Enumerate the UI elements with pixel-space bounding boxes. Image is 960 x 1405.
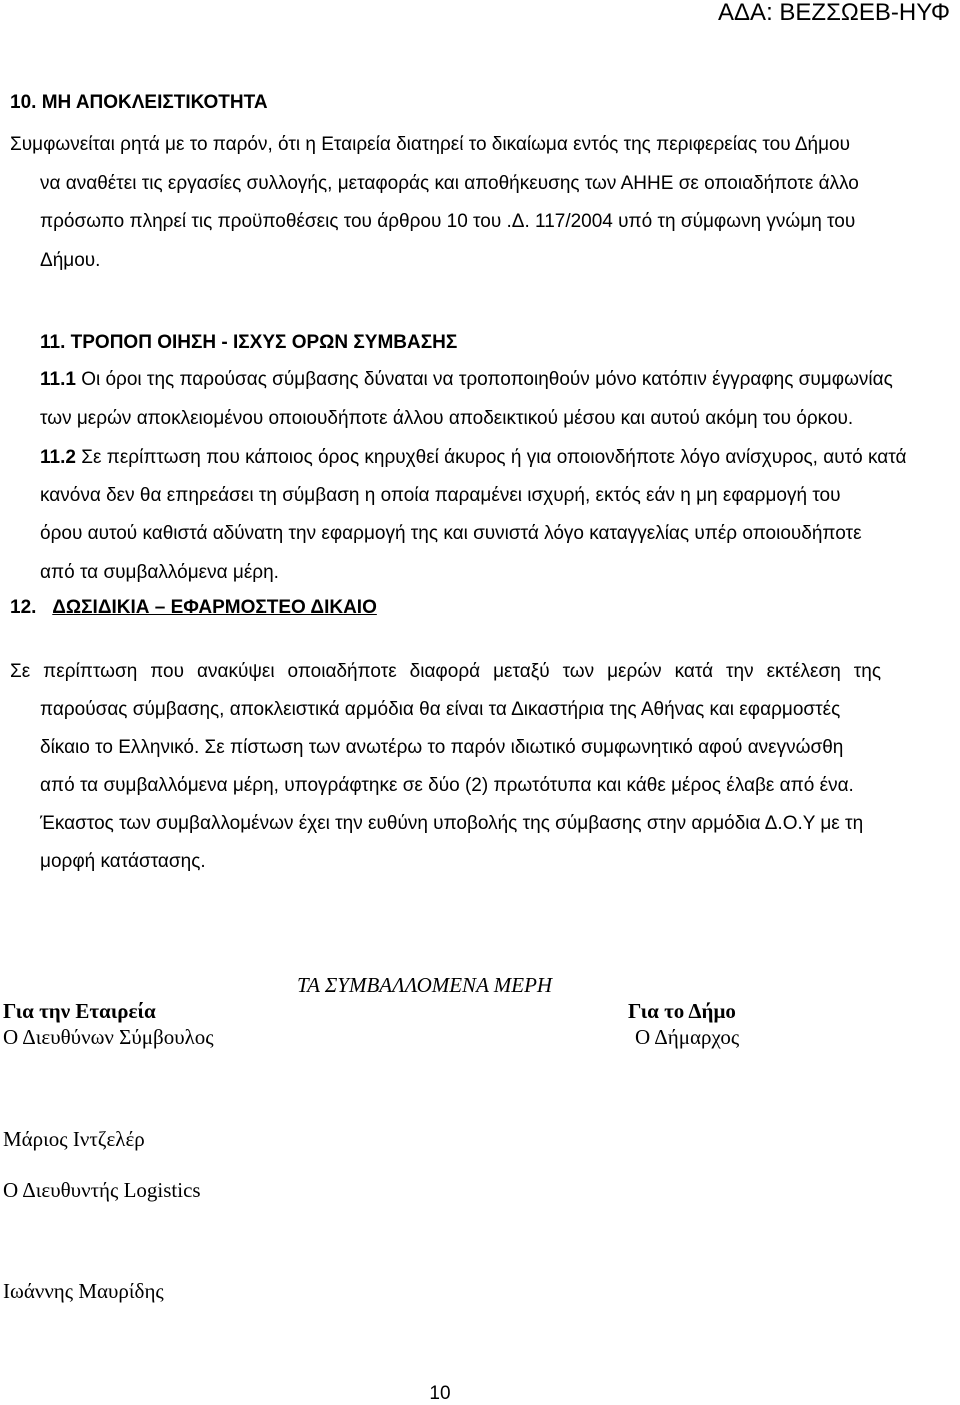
- section-10-line-4: Δήμου.: [40, 250, 101, 271]
- section-10-heading: 10. ΜΗ ΑΠΟΚΛΕΙΣΤΙΚΟΤΗΤΑ: [10, 92, 268, 113]
- signatures-title: ΤΑ ΣΥΜΒΑΛΛΟΜΕΝΑ ΜΕΡΗ: [297, 973, 553, 997]
- section-11-2-line-1: [40, 447, 906, 469]
- section-10-line-3: πρόσωπο πληρεί τις προϋποθέσεις του άρθρου 10 του .Δ. 117/2004 υπό τη σύμφωνη γνώμη του: [40, 211, 856, 232]
- section-11-2-line-3: όρου αυτού καθιστά αδύνατη την εφαρμογή της και συνιστά λόγο καταγγελίας υπέρ οποιουδήποτε: [40, 523, 862, 544]
- municipality-label: Για το Δήμο: [628, 999, 736, 1023]
- section-11-1-line-1: [40, 369, 893, 391]
- section-11-2-line-2: κανόνα δεν θα επηρεάσει τη σύμβαση η οποία παραμένει ισχυρή, εκτός εάν η μη εφαρμογή του: [40, 485, 841, 506]
- section-10-line-2: να αναθέτει τις εργασίες συλλογής, μεταφοράς και αποθήκευσης των ΑΗΗΕ σε οποιαδήποτε άλλο: [40, 173, 859, 194]
- section-12-line-1: Σε περίπτωση που ανακύψει οποιαδήποτε διαφορά μεταξύ των μερών κατά την εκτέλεση της: [10, 661, 881, 682]
- section-10-line-1: Συμφωνείται ρητά με το παρόν, ότι η Εταιρεία διατηρεί το δικαίωμα εντός της περιφερείας του Δήμου: [10, 134, 851, 155]
- company-role: Ο Διευθύνων Σύμβουλος: [3, 1025, 214, 1049]
- section-12-heading-row: [10, 597, 377, 619]
- section-11-2-text: Σε περίπτωση που κάποιος όρος κηρυχθεί άκυρος ή για οποιονδήποτε λόγο ανίσχυρος, αυτό κατά: [75, 447, 907, 468]
- section-12-line-6: μορφή κατάστασης.: [40, 851, 206, 872]
- section-11-1-text: Οι όροι της παρούσας σύμβασης δύναται να τροποποιηθούν μόνο κατόπιν έγγραφης συμφωνίας: [75, 369, 893, 390]
- section-12-line-3: δίκαιο το Ελληνικό. Σε πίστωση των ανωτέρω το παρόν ιδιωτικό συμφωνητικό αφού ανεγνώσθη: [40, 737, 844, 758]
- section-12-heading: ΔΩΣΙΔΙΚΙΑ – ΕΦΑΡΜΟΣΤΕΟ ΔΙΚΑΙΟ: [52, 597, 377, 618]
- page-number: 10: [429, 1383, 451, 1404]
- section-12-line-5: Έκαστος των συμβαλλομένων έχει την ευθύνη υποβολής της σύμβασης στην αρμόδια Δ.Ο.Υ με τη: [40, 813, 864, 834]
- section-11-1-line-2: των μερών αποκλειομένου οποιουδήποτε άλλου αποδεικτικού μέσου και αυτού ακόμη του όρκου.: [40, 408, 854, 429]
- section-11-2-line-4: από τα συμβαλλόμενα μέρη.: [40, 562, 279, 583]
- ada-code: ΑΔΑ: ΒΕΖΣΩΕΒ-ΗΥΦ: [718, 0, 950, 26]
- section-11-2-number: 11.2: [40, 447, 76, 468]
- section-11-heading: 11. ΤΡΟΠΟΠ ΟΙΗΣΗ - ΙΣΧΥΣ ΟΡΩΝ ΣΥΜΒΑΣΗΣ: [40, 332, 458, 353]
- municipality-role: Ο Δήμαρχος: [635, 1025, 740, 1049]
- section-12-line-4: από τα συμβαλλόμενα μέρη, υπογράφτηκε σε δύο (2) πρωτότυπα και κάθε μέρος έλαβε από ένα.: [40, 775, 854, 796]
- company-label: Για την Εταιρεία: [3, 999, 156, 1023]
- section-12-number: 12.: [10, 597, 37, 618]
- signer-1-name: Μάριος Ιντζελέρ: [3, 1127, 145, 1151]
- section-12-line-2: παρούσας σύμβασης, αποκλειστικά αρμόδια θα είναι τα Δικαστήρια της Αθήνας και εφαρμοστές: [40, 699, 841, 720]
- section-11-1-number: 11.1: [40, 369, 76, 390]
- signer-1-title: Ο Διευθυντής Logistics: [3, 1178, 201, 1202]
- signer-2-name: Ιωάννης Μαυρίδης: [3, 1279, 164, 1303]
